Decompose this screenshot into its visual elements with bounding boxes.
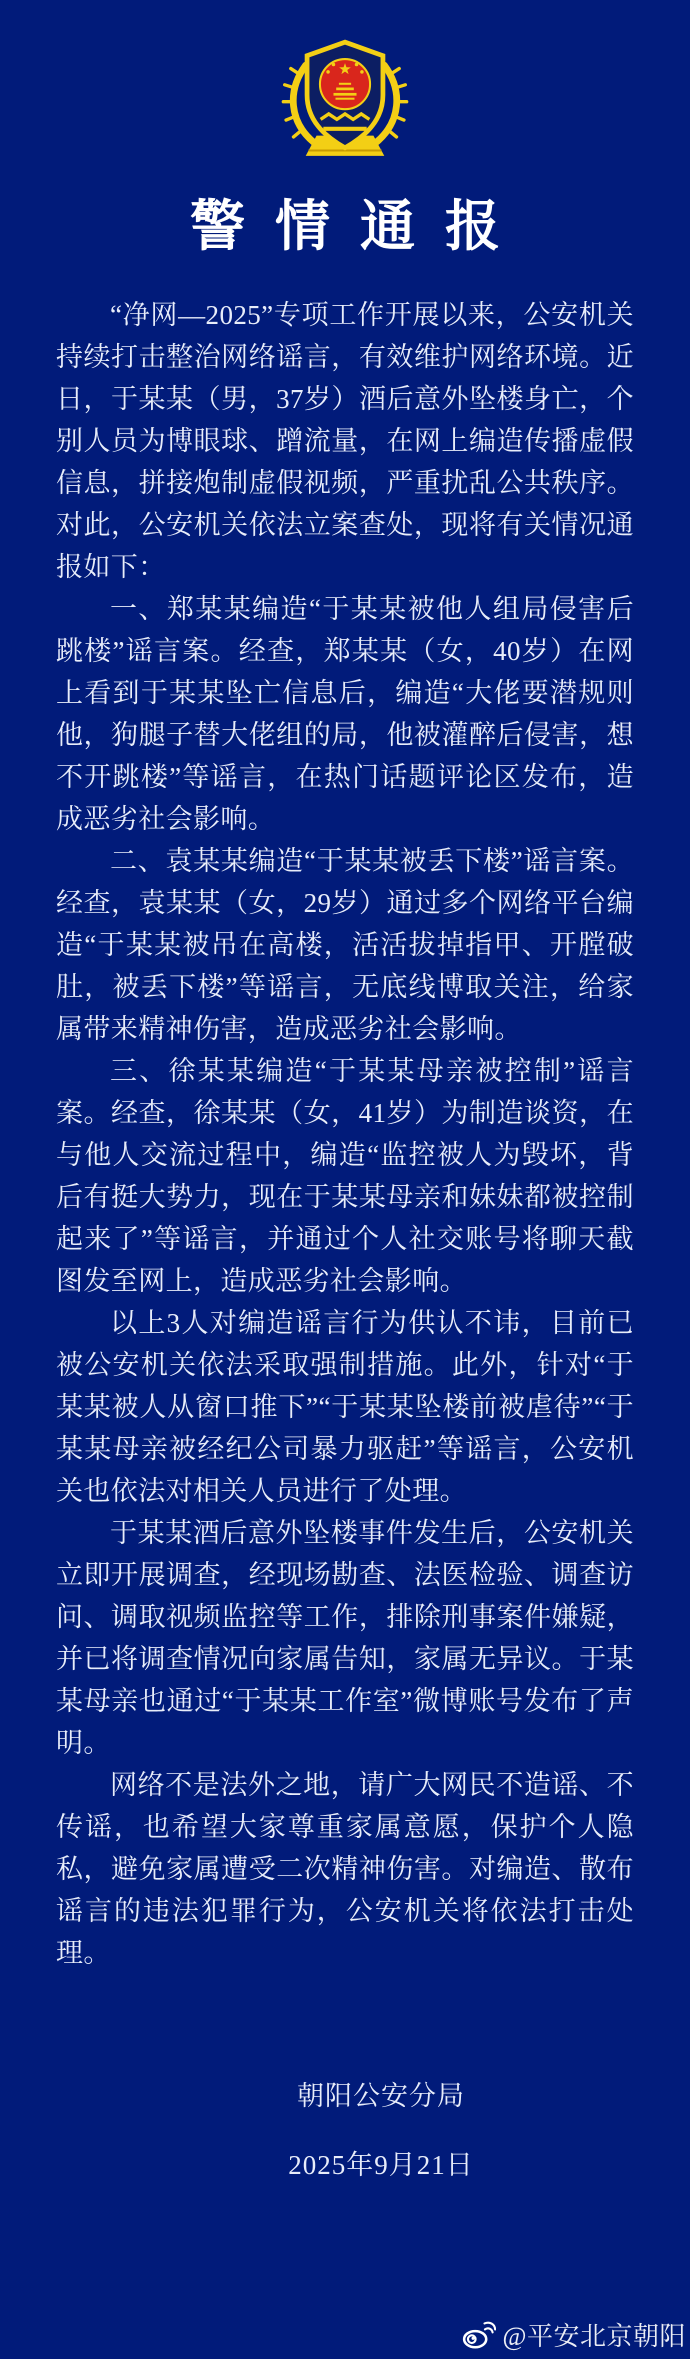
- notice-paragraph: 于某某酒后意外坠楼事件发生后，公安机关立即开展调查，经现场勘查、法医检验、调查访问、调取视频监控等工作，排除刑事案件嫌疑，并已将调查情况向家属告知，家属无异议。于某某母亲也通过“于某某工作室”微博账号发布了声明。: [56, 1518, 634, 1758]
- notice-title: 警情通报: [189, 193, 530, 258]
- issue-date: 2025年9月21日: [288, 2150, 474, 2180]
- notice-paragraph: 网络不是法外之地，请广大网民不造谣、不传谣，也希望大家尊重家属意愿，保护个人隐私，避免家属遭受二次精神伤害。对编造、散布谣言的违法犯罪行为，公安机关将依法打击处理。: [56, 1770, 634, 1968]
- notice-paragraph: “净网—2025”专项工作开展以来，公安机关持续打击整治网络谣言，有效维护网络环境。近日，于某某（男，37岁）酒后意外坠楼身亡，个别人员为博眼球、蹭流量，在网上编造传播虚假信息，拼接炮制虚假视频，严重扰乱公共秩序。对此，公安机关依法立案查处，现将有关情况通报如下：: [56, 300, 634, 582]
- police-badge-icon: [277, 34, 413, 160]
- notice-body: [56, 294, 634, 1974]
- watermark-text: @平安北京朝阳: [502, 2322, 686, 2351]
- issuing-agency: 朝阳公安分局: [297, 2081, 465, 2111]
- weibo-watermark: [462, 2316, 686, 2353]
- signature-block: [36, 2062, 690, 2200]
- notice-paragraph: 三、徐某某编造“于某某母亲被控制”谣言案。经查，徐某某（女，41岁）为制造谈资，在与他人交流过程中，编造“监控被人为毁坏，背后有挺大势力，现在于某某母亲和妹妹都被控制起来了”等谣言，并通过个人社交账号将聊天截图发至网上，造成恶劣社会影响。: [56, 1056, 634, 1296]
- notice-paragraph: 一、郑某某编造“于某某被他人组局侵害后跳楼”谣言案。经查，郑某某（女，40岁）在网上看到于某某坠亡信息后，编造“大佬要潜规则他，狗腿子替大佬组的局，他被灌醉后侵害，想不开跳楼”等谣言，在热门话题评论区发布，造成恶劣社会影响。: [56, 594, 634, 834]
- notice-paragraph: 以上3人对编造谣言行为供认不讳，目前已被公安机关依法采取强制措施。此外，针对“于某某被人从窗口推下”“于某某坠楼前被虐待”“于某某母亲被经纪公司暴力驱赶”等谣言，公安机关也依法对相关人员进行了处理。: [56, 1308, 634, 1506]
- notice-paragraph: 二、袁某某编造“于某某被丢下楼”谣言案。经查，袁某某（女，29岁）通过多个网络平台编造“于某某被吊在高楼，活活拔掉指甲、开膛破肚，被丢下楼”等谣言，无底线博取关注，给家属带来精神伤害，造成恶劣社会影响。: [56, 846, 634, 1044]
- weibo-icon: [462, 2320, 496, 2349]
